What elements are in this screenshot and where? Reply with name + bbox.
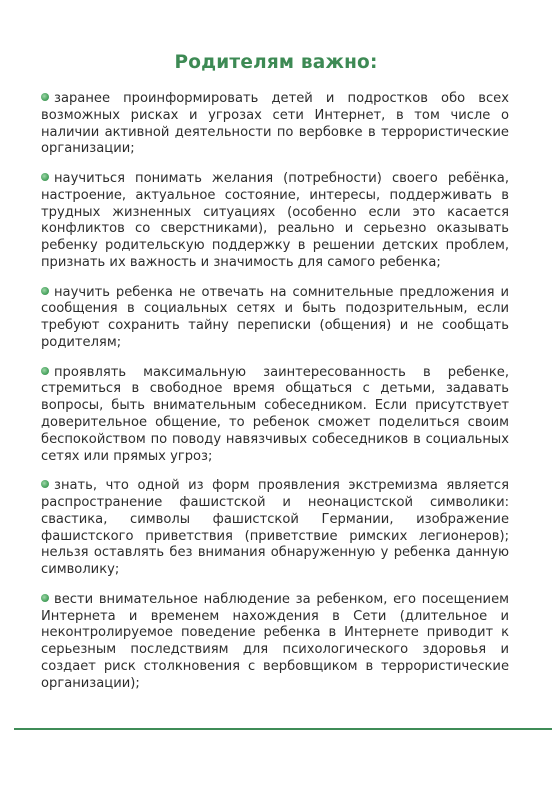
list-item — [41, 91, 509, 158]
list-item-text: научиться понимать желания (потребности) своего ребёнка, настроение, актуальное состояние, интересы, поддерживать в трудных жизненных ситуациях (особенно если это касается конфликтов со сверстниками), реально и серьезно оказывать ребенку родительскую поддержку в решении детских проблем, признать их важность и значимость для самого ребенка; — [41, 170, 509, 270]
list-item-text: вести внимательное наблюдение за ребенком, его посещением Интернета и временем нахождения в Сети (длительное и неконтролируемое поведение ребенка в Интернете приводит к серьезным последствиям для психологического здоровья и создает риск столкновения с вербовщиком в террористические организации); — [41, 591, 509, 691]
list-item — [41, 478, 509, 579]
green-dot-bullet-icon — [41, 93, 49, 101]
list-item — [41, 171, 509, 272]
list-item-text: проявлять максимальную заинтересованность в ребенке, стремиться в свободное время общаться с детьми, задавать вопросы, быть внимательным собеседником. Если присутствует доверительное общение, то ребенок сможет поделиться своим беспокойством по поводу навязчивых собеседников в социальных сетях или прямых угроз; — [41, 364, 509, 464]
green-dot-bullet-icon — [41, 367, 49, 375]
green-dot-bullet-icon — [41, 173, 49, 181]
advice-list — [41, 91, 509, 705]
list-item — [41, 365, 509, 466]
list-item-text: знать, что одной из форм проявления экстремизма является распространение фашистской и неонацистской символики: свастика, символы фашистской Германии, изображение фашистского приветствия (приветствие римских легионеров); нельзя оставлять без внимания обнаруженную у ребенка данную символику; — [41, 478, 509, 578]
list-item-text: заранее проинформировать детей и подростков обо всех возможных рисках и угрозах сети Интернет, в том числе о наличии активной деятельности по вербовке в террористические организации; — [41, 91, 509, 157]
green-dot-bullet-icon — [41, 480, 49, 488]
list-item — [41, 592, 509, 693]
green-dot-bullet-icon — [41, 594, 49, 602]
list-item-text: научить ребенка не отвечать на сомнительные предложения и сообщения в социальных сетях и быть подозрительным, если требуют сохранить тайну переписки (общения) и не сообщать родителям; — [41, 284, 509, 350]
green-dot-bullet-icon — [41, 287, 49, 295]
footer-divider — [14, 728, 552, 730]
list-item — [41, 285, 509, 352]
page-title: Родителям важно: — [174, 52, 378, 73]
